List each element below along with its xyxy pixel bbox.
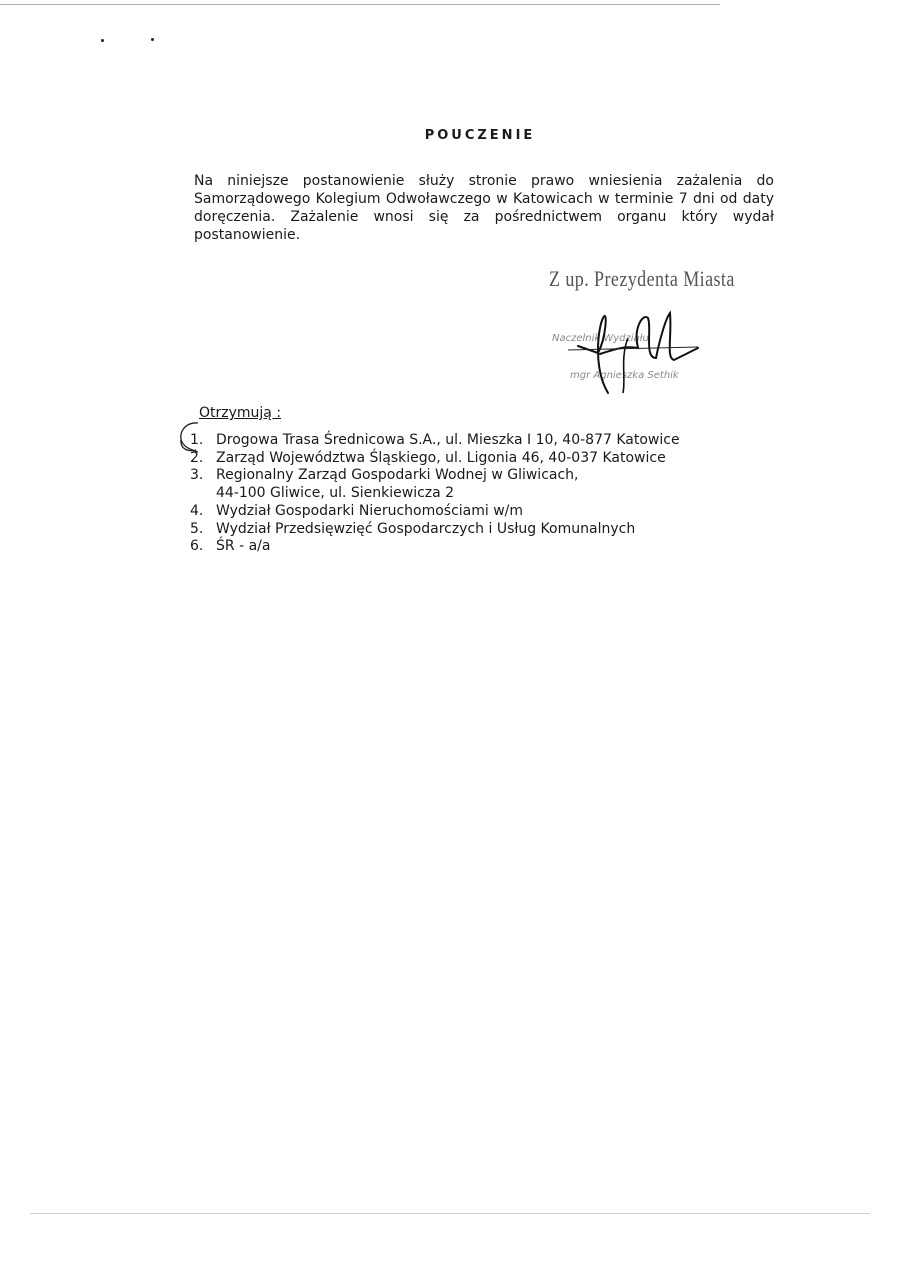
signature-image [548,298,718,398]
scan-border-bottom [30,1213,870,1214]
recipient-number: 4. [190,503,204,519]
notice-paragraph: Na niniejsze postanowienie służy stronie prawo wniesienia zażalenia do Samorządowego Kolegium Odwoławczego w Katowicach w terminie 7 dni od daty doręczenia. Zażalenie wnosi się za pośrednictwem organu który wydał postanowienie. [194,173,774,243]
recipient-text: Regionalny Zarząd Gospodarki Wodnej w Gliwicach, [216,467,579,483]
signature-stamp-line-1: Naczelnik Wydziału [552,333,649,344]
recipient-number: 1. [190,432,204,448]
recipient-text: Drogowa Trasa Średnicowa S.A., ul. Mieszka I 10, 40-877 Katowice [216,432,680,448]
recipient-text-continuation: 44-100 Gliwice, ul. Sienkiewicza 2 [216,484,455,501]
recipient-text: Zarząd Województwa Śląskiego, ul. Ligonia 46, 40-037 Katowice [216,450,666,466]
scan-speck [101,39,104,42]
scan-border-top [0,4,720,5]
recipient-text: Wydział Przedsięwzięć Gospodarczych i Usług Komunalnych [216,521,636,537]
authorization-stamp: Z up. Prezydenta Miasta [549,266,735,291]
recipient-number: 5. [190,521,204,537]
recipient-number: 2. [190,450,204,466]
recipient-number: 6. [190,538,204,554]
signature-stamp-line-2: mgr Agnieszka Sethik [570,370,679,381]
recipient-number: 3. [190,467,204,483]
recipient-text: ŚR - a/a [216,538,271,554]
recipients-title: Otrzymują : [199,405,282,421]
recipient-text: Wydział Gospodarki Nieruchomościami w/m [216,503,524,519]
scan-speck [151,38,154,41]
page-title: POUCZENIE [424,128,536,143]
